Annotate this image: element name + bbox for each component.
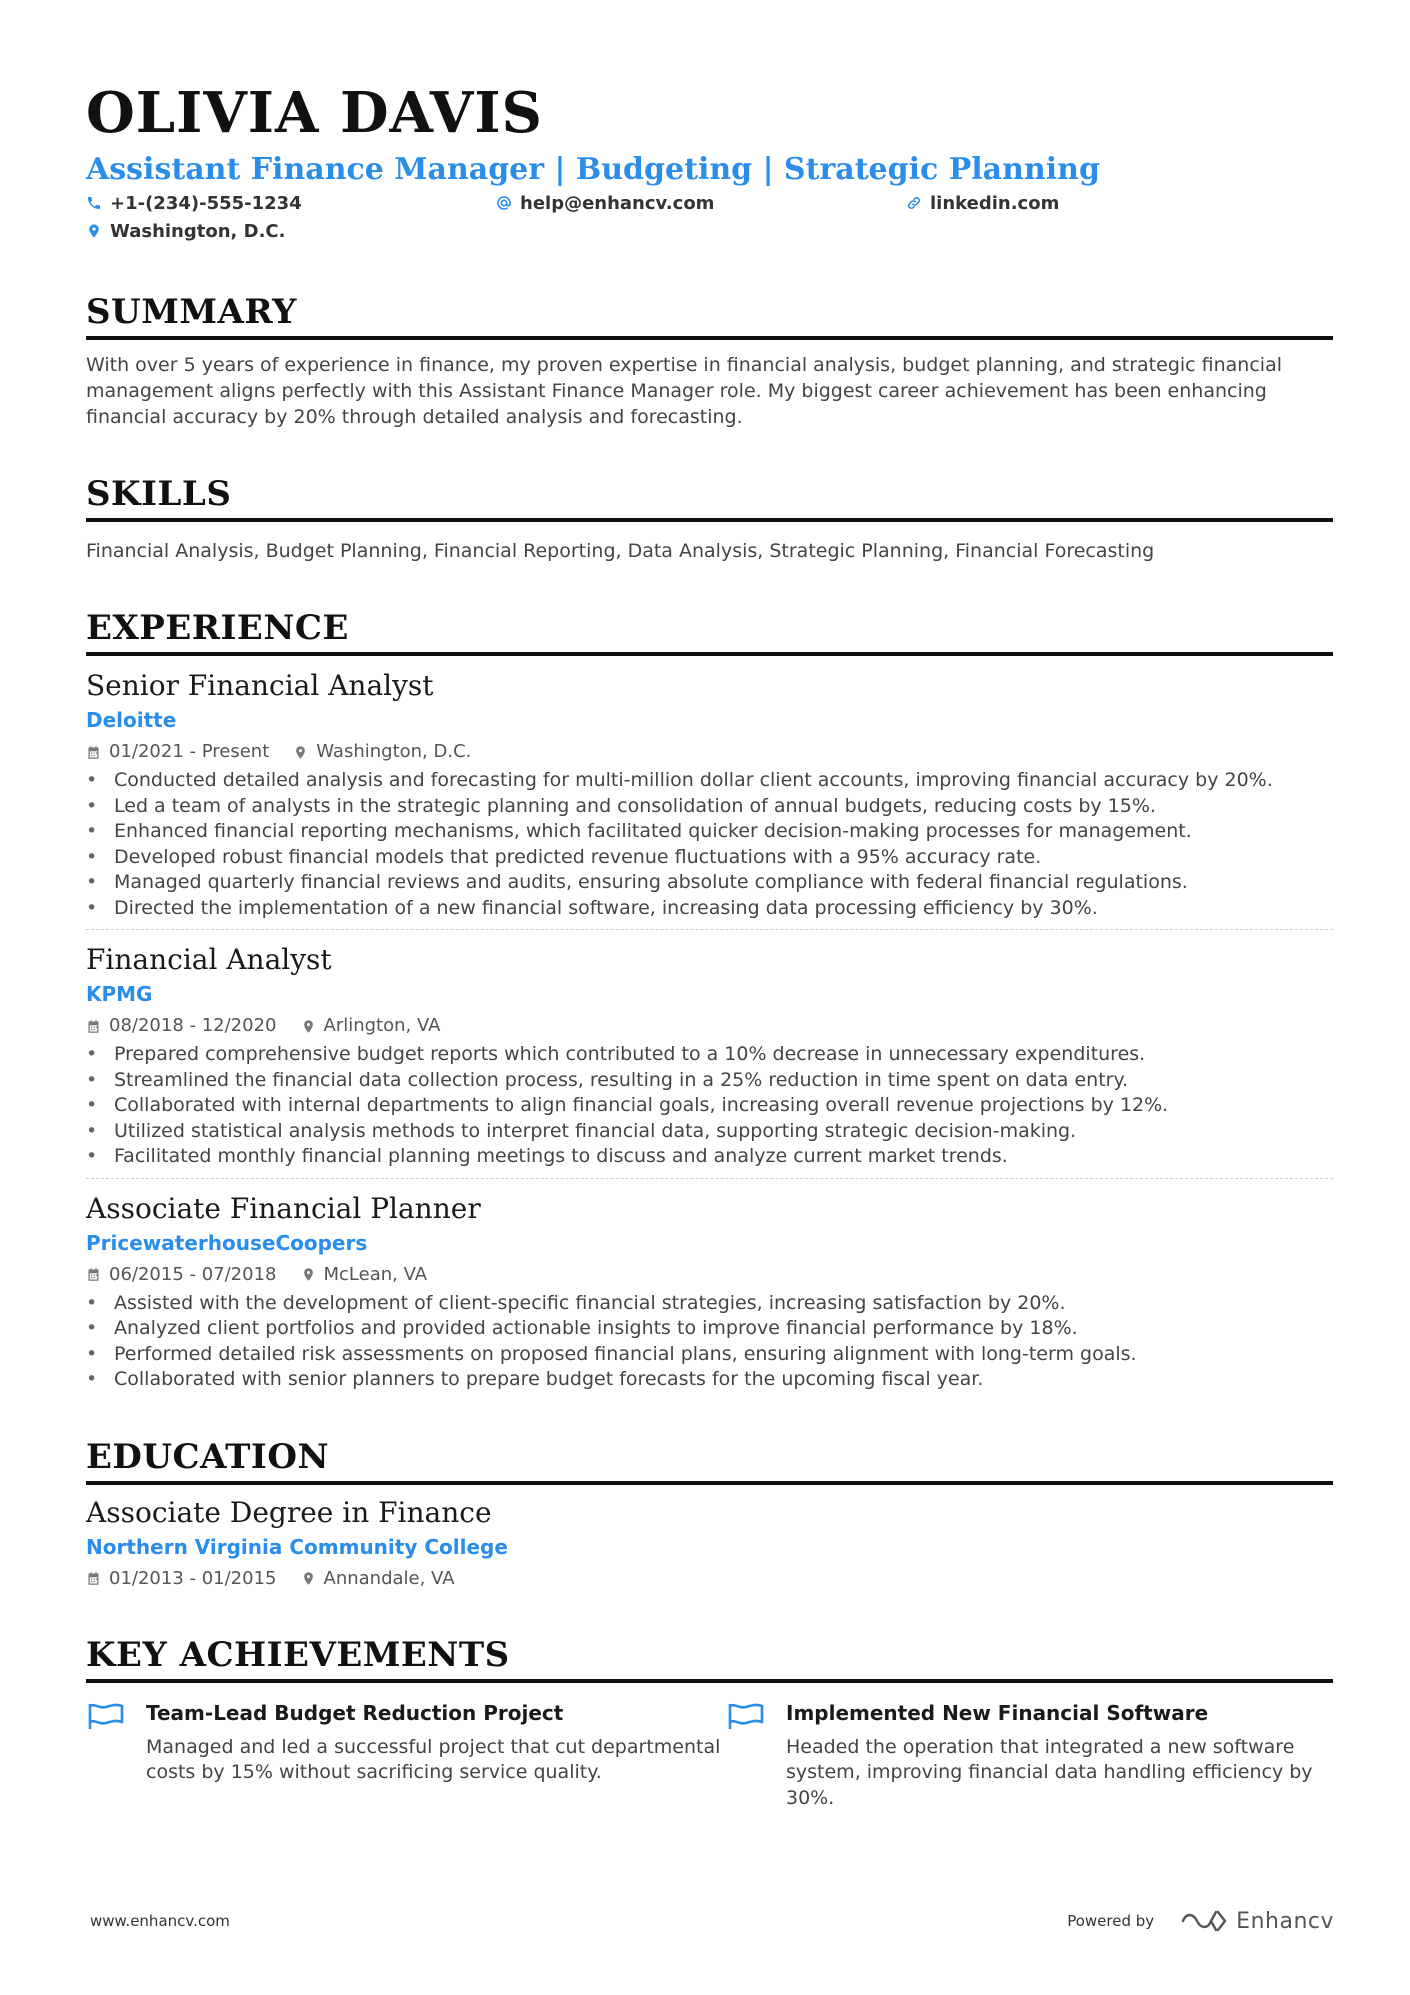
achievement-body — [786, 1699, 1326, 1812]
contact-location — [86, 220, 496, 242]
list-item: • Directed the implementation of a new financial software, increasing data processing efficiency by 30%. — [86, 896, 1333, 922]
brand-name: Enhancv — [1236, 1908, 1334, 1934]
contact-info — [86, 192, 1333, 242]
link-icon — [906, 195, 922, 211]
achievement-body — [146, 1699, 726, 1812]
job-location — [301, 1014, 441, 1038]
powered-by — [1067, 1908, 1334, 1934]
job-role: Senior Financial Analyst — [86, 669, 434, 702]
phone-icon — [86, 195, 102, 211]
brand-logo[interactable] — [1180, 1908, 1334, 1934]
resume-page — [86, 78, 1333, 1811]
contact-email[interactable] — [496, 192, 906, 214]
footer-url-link[interactable]: www.enhancv.com — [90, 1912, 230, 1930]
job-location-text: McLean, VA — [323, 1263, 428, 1285]
education-section — [86, 1435, 1333, 1591]
enhancv-logo-icon — [1180, 1908, 1228, 1934]
job-company: Deloitte — [86, 708, 177, 732]
job-divider — [86, 1178, 1333, 1179]
job-meta — [86, 1014, 1333, 1038]
skills-section — [86, 472, 1333, 564]
education-location-text: Annandale, VA — [323, 1567, 455, 1589]
achievement-title: Team-Lead Budget Reduction Project — [146, 1700, 564, 1725]
experience-section — [86, 606, 1333, 1393]
job-meta — [86, 1263, 1333, 1287]
job-entry — [86, 942, 1333, 1179]
list-item: • Facilitated monthly financial planning meetings to discuss and analyze current market trends. — [86, 1144, 1333, 1170]
candidate-name: OLIVIA DAVIS — [86, 80, 543, 146]
summary-section — [86, 290, 1333, 430]
achievement-desc: Managed and led a successful project that cut departmental costs by 15% without sacrificing service quality. — [146, 1735, 721, 1783]
job-location-text: Washington, D.C. — [316, 741, 472, 762]
list-item: • Utilized statistical analysis methods to interpret financial data, supporting strategic decision-making. — [86, 1119, 1333, 1145]
list-item: • Performed detailed risk assessments on proposed financial plans, ensuring alignment with long-term goals. — [86, 1342, 1333, 1368]
header — [86, 78, 1333, 242]
job-company: PricewaterhouseCoopers — [86, 1230, 368, 1255]
achievement-icon-wrap — [726, 1699, 786, 1812]
list-item: • Developed robust financial models that predicted revenue fluctuations with a 95% accuracy rate. — [86, 845, 1333, 871]
footer — [90, 1908, 1334, 1934]
email-text: help@enhancv.com — [520, 192, 715, 214]
education-school: Northern Virginia Community College — [86, 1534, 508, 1559]
calendar-icon — [86, 745, 101, 760]
list-item: • Collaborated with internal departments to align financial goals, increasing overall revenue projections by 12%. — [86, 1093, 1333, 1119]
job-bullets — [86, 1042, 1333, 1170]
list-item: • Assisted with the development of client-specific financial strategies, increasing satisfaction by 20%. — [86, 1291, 1333, 1317]
job-role: Associate Financial Planner — [86, 1191, 481, 1225]
list-item: • Collaborated with senior planners to prepare budget forecasts for the upcoming fiscal year. — [86, 1367, 1333, 1393]
list-item: • Analyzed client portfolios and provided actionable insights to improve financial performance by 18%. — [86, 1316, 1333, 1342]
candidate-tagline: Assistant Finance Manager | Budgeting | Strategic Planning — [86, 152, 1100, 187]
flag-icon — [86, 1701, 126, 1731]
achievement-item — [726, 1699, 1326, 1812]
location-pin-icon — [86, 223, 102, 239]
location-pin-icon — [301, 1019, 316, 1034]
list-item: • Conducted detailed analysis and forecasting for multi-million dollar client accounts, improving financial accuracy by 20%. — [86, 768, 1333, 794]
location-pin-icon — [301, 1267, 316, 1282]
section-title-achievements: KEY ACHIEVEMENTS — [86, 1633, 1333, 1683]
contact-phone[interactable] — [86, 192, 496, 214]
achievements-section — [86, 1633, 1333, 1812]
achievement-title: Implemented New Financial Software — [786, 1700, 1209, 1725]
job-dates: 06/2015 - 07/2018 — [109, 1263, 277, 1285]
phone-text: +1-(234)-555-1234 — [110, 192, 302, 214]
flag-icon — [726, 1701, 766, 1731]
calendar-icon — [86, 1267, 101, 1282]
summary-text: With over 5 years of experience in finance, my proven expertise in financial analysis, budget planning, and strategic financial management aligns perfectly with this Assistant Finance Manager role. My biggest career achievement has been enhancing financial accuracy by 20% through detailed analysis and forecasting. — [86, 354, 1282, 428]
job-bullets — [86, 1291, 1333, 1393]
job-entry — [86, 668, 1333, 930]
job-dates: 08/2018 - 12/2020 — [109, 1015, 277, 1036]
location-pin-icon — [293, 745, 308, 760]
list-item: • Enhanced financial reporting mechanisms, which facilitated quicker decision-making processes for management. — [86, 819, 1333, 845]
at-icon — [496, 195, 512, 211]
achievement-desc: Headed the operation that integrated a new software system, improving financial data handling efficiency by 30%. — [786, 1735, 1313, 1809]
section-title-education: EDUCATION — [86, 1435, 1333, 1485]
education-dates: 01/2013 - 01/2015 — [109, 1567, 277, 1589]
calendar-icon — [86, 1571, 101, 1586]
calendar-icon — [86, 1019, 101, 1034]
achievement-item — [86, 1699, 726, 1812]
job-company: KPMG — [86, 982, 153, 1006]
list-item: • Prepared comprehensive budget reports which contributed to a 10% decrease in unnecessary expenditures. — [86, 1042, 1333, 1068]
job-role: Financial Analyst — [86, 943, 332, 976]
section-title-experience: EXPERIENCE — [86, 606, 1333, 656]
job-dates: 01/2021 - Present — [109, 741, 270, 762]
location-text: Washington, D.C. — [110, 220, 286, 242]
location-pin-icon — [301, 1571, 316, 1586]
achievement-icon-wrap — [86, 1699, 146, 1812]
linkedin-text: linkedin.com — [930, 192, 1060, 214]
job-meta — [86, 740, 1333, 764]
achievements-list — [86, 1699, 1333, 1812]
job-entry — [86, 1191, 1333, 1393]
contact-linkedin[interactable] — [906, 192, 1326, 214]
section-title-summary: SUMMARY — [86, 290, 1333, 340]
job-location — [301, 1263, 428, 1287]
education-degree: Associate Degree in Finance — [86, 1495, 492, 1529]
section-title-skills: SKILLS — [86, 472, 1333, 522]
skills-text: Financial Analysis, Budget Planning, Financial Reporting, Data Analysis, Strategic Planning, Financial Forecasting — [86, 540, 1155, 562]
powered-by-label: Powered by — [1067, 1912, 1155, 1930]
list-item: • Managed quarterly financial reviews and audits, ensuring absolute compliance with federal financial regulations. — [86, 870, 1333, 896]
list-item: • Streamlined the financial data collection process, resulting in a 25% reduction in time spent on data entry. — [86, 1068, 1333, 1094]
job-bullets — [86, 768, 1333, 921]
education-location — [301, 1567, 455, 1591]
job-location-text: Arlington, VA — [323, 1015, 441, 1036]
list-item: • Led a team of analysts in the strategic planning and consolidation of annual budgets, reducing costs by 15%. — [86, 794, 1333, 820]
education-meta — [86, 1567, 1333, 1591]
job-divider — [86, 929, 1333, 930]
job-location — [293, 740, 471, 764]
